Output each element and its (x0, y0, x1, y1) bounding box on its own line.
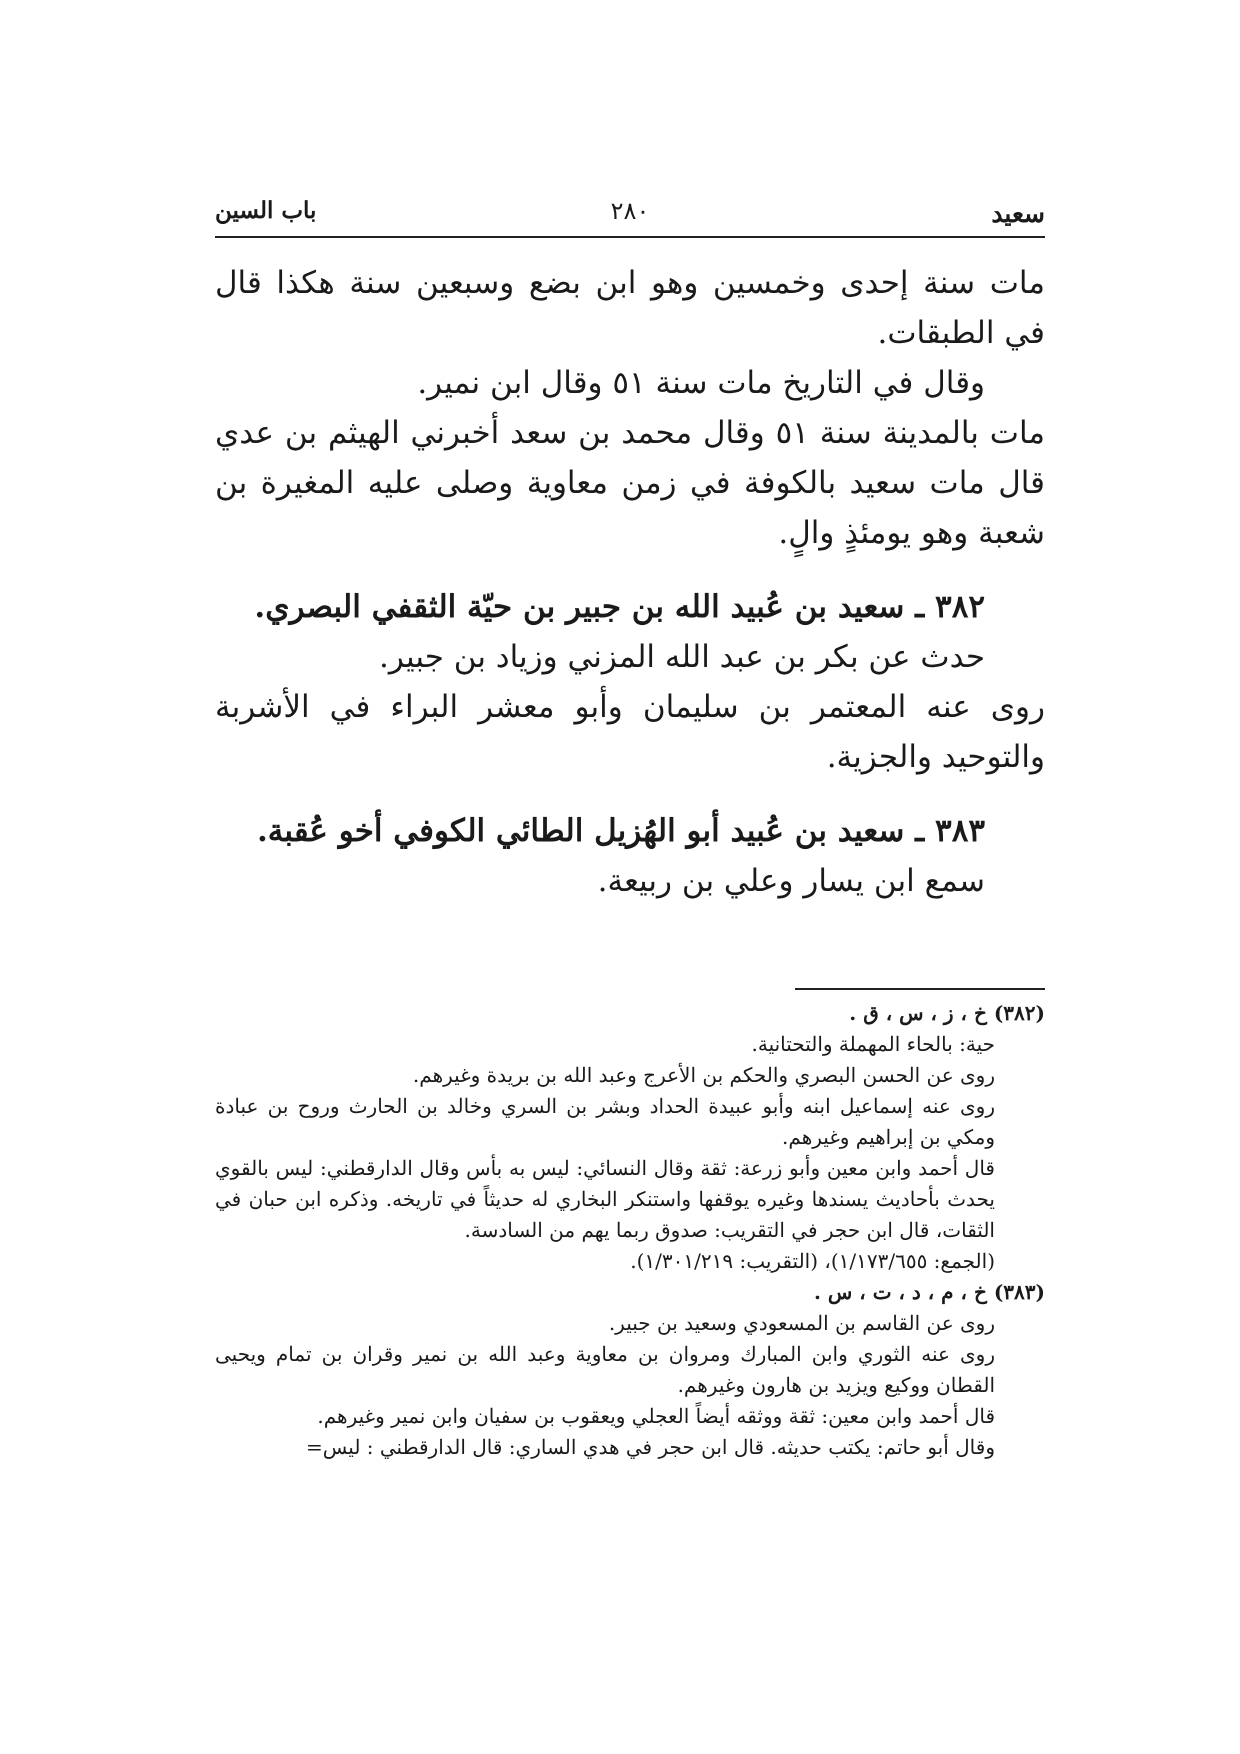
entry-382 (215, 582, 1045, 782)
entry-title: ٣٨٣ ـ سعيد بن عُبيد أبو الهُزيل الطائي الكوفي أخو عُقبة. (256, 813, 985, 849)
footnote-line: قال أحمد وابن معين وأبو زرعة: ثقة وقال النسائي: ليس به بأس وقال الدارقطني: ليس بالقوي يحدث بأحاديث يسندها وغيره يوقفها واستنكر البخاري له حديثاً في تاريخه. وذكره ابن حبان في الثقات، قال ابن حجر في التقريب: صدوق ربما يهم من السادسة. (215, 1156, 995, 1242)
entry-line: حدث عن بكر بن عبد الله المزني وزياد بن جبير. (379, 639, 985, 675)
footnote-line: روى عن الحسن البصري والحكم بن الأعرج وعبد الله بن بريدة وغيرهم. (412, 1063, 995, 1087)
footnote-line: روى عنه إسماعيل ابنه وأبو عبيدة الحداد وبشر بن السري وخالد بن الحارث وروح بن عبادة ومكي بن إبراهيم وغيرهم. (215, 1094, 995, 1149)
body-paragraph: وقال في التاريخ مات سنة ٥١ وقال ابن نمير. (417, 365, 985, 401)
footnote-line: وقال أبو حاتم: يكتب حديثه. قال ابن حجر في هدي الساري: قال الدارقطني : ليس= (306, 1435, 995, 1459)
entry-line: سمع ابن يسار وعلي بن ربيعة. (597, 863, 985, 899)
footnote-line: قال أحمد وابن معين: ثقة ووثقه أيضاً العجلي ويعقوب بن سفيان وابن نمير وغيرهم. (317, 1404, 995, 1428)
footnote-heading: (٣٨٣) خ ، م ، د ، ت ، س . (813, 1280, 1045, 1304)
main-text (215, 258, 1045, 906)
footnote-line: (الجمع: ١/١٧٣/٦٥٥)، (التقريب: ١/٣٠١/٢١٩). (630, 1249, 995, 1273)
footnote-heading: (٣٨٢) خ ، ز ، س ، ق . (849, 1001, 1045, 1025)
footnotes (215, 998, 1045, 1463)
entry-line: روى عنه المعتمر بن سليمان وأبو معشر البراء في الأشربة والتوحيد والجزية. (215, 689, 1045, 775)
footnote-line: روى عنه الثوري وابن المبارك ومروان بن معاوية وعبد الله بن نمير وقران بن تمام ويحيى القطان ووكيع ويزيد بن هارون وغيرهم. (215, 1342, 995, 1397)
running-header (215, 195, 1045, 235)
chapter-title: باب السين (215, 197, 317, 224)
header-entry-name: سعيد (991, 199, 1045, 228)
body-paragraph: مات بالمدينة سنة ٥١ وقال محمد بن سعد أخبرني الهيثم بن عدي قال مات سعيد بالكوفة في زمن معاوية وصلى عليه المغيرة بن شعبة وهو يومئذٍ والٍ. (215, 415, 1045, 551)
footnote-separator (795, 988, 1045, 990)
footnote-line: روى عن القاسم بن المسعودي وسعيد بن جبير. (608, 1311, 995, 1335)
page-number: ٢٨٠ (610, 197, 650, 225)
entry-title: ٣٨٢ ـ سعيد بن عُبيد الله بن جبير بن حيّة الثقفي البصري. (254, 589, 985, 625)
footnote-line: حية: بالحاء المهملة والتحتانية. (751, 1032, 995, 1056)
header-rule (215, 236, 1045, 238)
entry-383 (215, 806, 1045, 906)
body-paragraph: مات سنة إحدى وخمسين وهو ابن بضع وسبعين سنة هكذا قال في الطبقات. (215, 265, 1045, 351)
